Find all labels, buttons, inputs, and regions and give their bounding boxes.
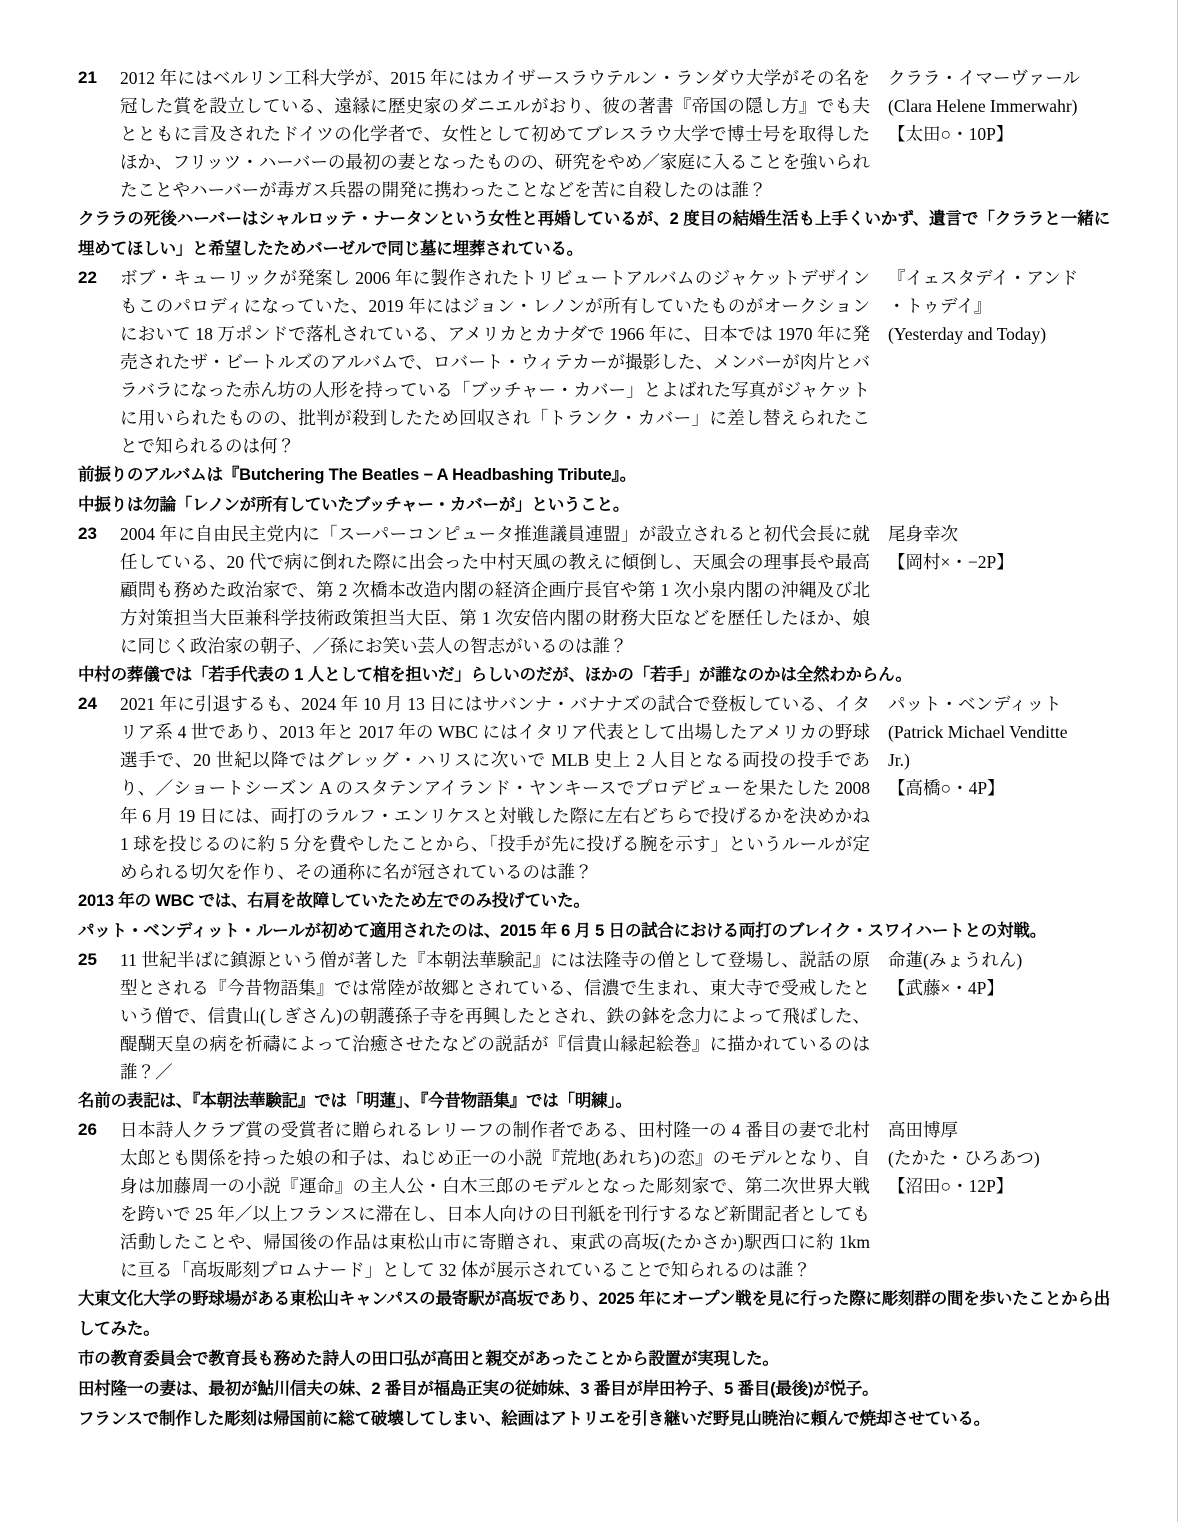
question-row [78,264,1186,460]
commentary-line: 市の教育委員会で教育長も務めた詩人の田口弘が高田と親交があったことから設置が実現した。 [78,1350,779,1368]
answer-line: 【沼田○・12P】 [888,1176,1014,1196]
answer-line: 【武藤×・4P】 [888,978,1004,998]
answer-line: (たかた・ひろあつ) [888,1148,1040,1168]
answer-line: 【太田○・10P】 [888,124,1014,144]
answer-block [888,64,1168,148]
question-text: 2021 年に引退するも、2024 年 10 月 13 日にはサバンナ・バナナズの試合で登板している、イタリア系 4 世であり、2013 年と 2017 年の WBC にはイタリア代表として出場したアメリカの野球選手で、20 世紀以降ではグレッグ・ハリスに次いで MLB 史上 2 人目となる両投の投手であり、／ショートシーズン A のスタテンアイランド・ヤンキースでプロデビューを果たした 2008 年 6 月 19 日には、両打のラルフ・エンリケスと対戦した際に左右どちらで投げるかを決めかね 1 球を投じるのに約 5 分を費やしたことから、「投手が先に投げる腕を示す」というルールが定められる切欠を作り、その通称に名が冠されているのは誰？ [120,694,870,882]
commentary-line: クララの死後ハーバーはシャルロッテ・ナータンという女性と再婚しているが、2 度目の結婚生活も上手くいかず、遺言で「クララと一緒に埋めてほしい」と希望したためバーゼルで同じ墓に埋葬されている。 [78,210,1110,258]
answer-line: (Yesterday and Today) [888,324,1047,344]
question-row [78,946,1186,1086]
answer-line: 【岡村×・−2P】 [888,552,1014,572]
question-block [78,1116,1186,1434]
question-text: 11 世紀半ばに鎮源という僧が著した『本朝法華験記』には法隆寺の僧として登場し、説話の原型とされる『今昔物語集』では常陸が故郷とされている、信濃で生まれ、東大寺で受戒したという僧で、信貴山(しぎさん)の朝護孫子寺を再興したとされ、鉄の鉢を念力によって飛ばした、醍醐天皇の病を祈禱によって治癒させたなどの説話が『信貴山縁起絵巻』に描かれているのは誰？／ [120,950,870,1082]
commentary-line: パット・ベンディット・ルールが初めて適用されたのは、2015 年 6 月 5 日の試合における両打のブレイク・スワイハートとの対戦。 [78,922,1046,940]
answer-line: 命蓮(みょうれん) [888,950,1023,970]
commentary-line: 中振りは勿論「レノンが所有していたブッチャー・カバーが」ということ。 [78,496,630,514]
commentary-line: 前振りのアルバムは『Butchering The Beatles − A Headbashing Tribute』。 [78,466,636,484]
answer-line: パット・ベンディット [888,694,1062,714]
commentary-line: 2013 年の WBC では、右肩を故障していたため左でのみ投げていた。 [78,892,590,910]
page-edge-divider [1177,0,1178,1522]
answer-line: クララ・イマーヴァール [888,68,1080,88]
answer-block [888,520,1168,576]
question-block [78,264,1186,520]
commentary-line: 田村隆一の妻は、最初が鮎川信夫の妹、2 番目が福島正実の従姉妹、3 番目が岸田衿子、5 番目(最後)が悦子。 [78,1380,879,1398]
question-text: 2012 年にはベルリン工科大学が、2015 年にはカイザースラウテルン・ランダウ大学がその名を冠した賞を設立している、遠縁に歴史家のダニエルがおり、彼の著書『帝国の隠し方』でも夫とともに言及されたドイツの化学者で、女性として初めてブレスラウ大学で博士号を取得したほか、フリッツ・ハーバーの最初の妻となったものの、研究をやめ／家庭に入ることを強いられたことやハーバーが毒ガス兵器の開発に携わったことなどを苦に自殺したのは誰？ [120,68,870,200]
question-number: 24 [78,694,97,713]
question-text: ボブ・キューリックが発案し 2006 年に製作されたトリビュートアルバムのジャケットデザインもこのパロディになっていた、2019 年にはジョン・レノンが所有していたものがオークションにおいて 18 万ポンドで落札されている、アメリカとカナダで 1966 年に、日本では 1970 年に発売されたザ・ビートルズのアルバムで、ロバート・ウィテカーが撮影した、メンバーが肉片とバラバラになった赤ん坊の人形を持っている「ブッチャー・カバー」とよばれた写真がジャケットに用いられたものの、批判が殺到したため回収され「トランク・カバー」に差し替えられたことで知られるのは何？ [120,268,870,456]
question-row [78,1116,1186,1284]
question-block [78,946,1186,1116]
question-row [78,690,1186,886]
answer-line: 尾身幸次 [888,524,958,544]
answer-block [888,264,1168,348]
question-row [78,64,1186,204]
answer-line: 『イェスタデイ・アンド [888,268,1079,288]
answer-line: (Patrick Michael Venditte [888,722,1068,742]
answer-line: ・トゥデイ』 [888,296,992,316]
question-number: 26 [78,1120,97,1139]
question-number: 21 [78,68,97,87]
answer-line: 高田博厚 [888,1120,958,1140]
question-text: 2004 年に自由民主党内に「スーパーコンピュータ推進議員連盟」が設立されると初代会長に就任している、20 代で病に倒れた際に出会った中村天風の教えに傾倒し、天風会の理事長や最高顧問も務めた政治家で、第 2 次橋本改造内閣の経済企画庁長官や第 1 次小泉内閣の沖縄及び北方対策担当大臣兼科学技術政策担当大臣、第 1 次安倍内閣の財務大臣などを歴任したほか、娘に同じく政治家の朝子、／孫にお笑い芸人の智志がいるのは誰？ [120,524,870,656]
answer-line: (Clara Helene Immerwahr) [888,96,1078,116]
commentary-line: 大東文化大学の野球場がある東松山キャンパスの最寄駅が高坂であり、2025 年にオープン戦を見に行った際に彫刻群の間を歩いたことから出してみた。 [78,1290,1110,1338]
question-block [78,520,1186,690]
question-row [78,520,1186,660]
commentary-line: 中村の葬儀では「若手代表の 1 人として棺を担いだ」らしいのだが、ほかの「若手」が誰なのかは全然わからん。 [78,666,912,684]
answer-block [888,946,1168,1002]
quiz-list [78,64,1186,1434]
question-number: 22 [78,268,97,287]
commentary-line: フランスで制作した彫刻は帰国前に総て破壊してしまい、絵画はアトリエを引き継いだ野見山暁治に頼んで焼却させている。 [78,1410,990,1428]
answer-block [888,1116,1168,1200]
question-text: 日本詩人クラブ賞の受賞者に贈られるレリーフの制作者である、田村隆一の 4 番目の妻で北村太郎とも関係を持った娘の和子は、ねじめ正一の小説『荒地(あれち)の恋』のモデルとなり、自身は加藤周一の小説『運命』の主人公・白木三郎のモデルとなった彫刻家で、第二次世界大戦を跨いで 25 年／以上フランスに滞在し、日本人向けの日刊紙を刊行するなど新聞記者としても活動したことや、帰国後の作品は東松山市に寄贈され、東武の高坂(たかさか)駅西口に約 1km に亘る「高坂彫刻プロムナード」として 32 体が展示されていることで知られるのは誰？ [120,1120,870,1280]
question-block [78,64,1186,264]
commentary-line: 名前の表記は、『本朝法華験記』では「明蓮」、『今昔物語集』では「明練」。 [78,1092,632,1110]
question-number: 23 [78,524,97,543]
answer-block [888,690,1168,802]
answer-line: 【高橋○・4P】 [888,778,1005,798]
answer-line: Jr.) [888,750,910,770]
question-block [78,690,1186,946]
question-number: 25 [78,950,97,969]
